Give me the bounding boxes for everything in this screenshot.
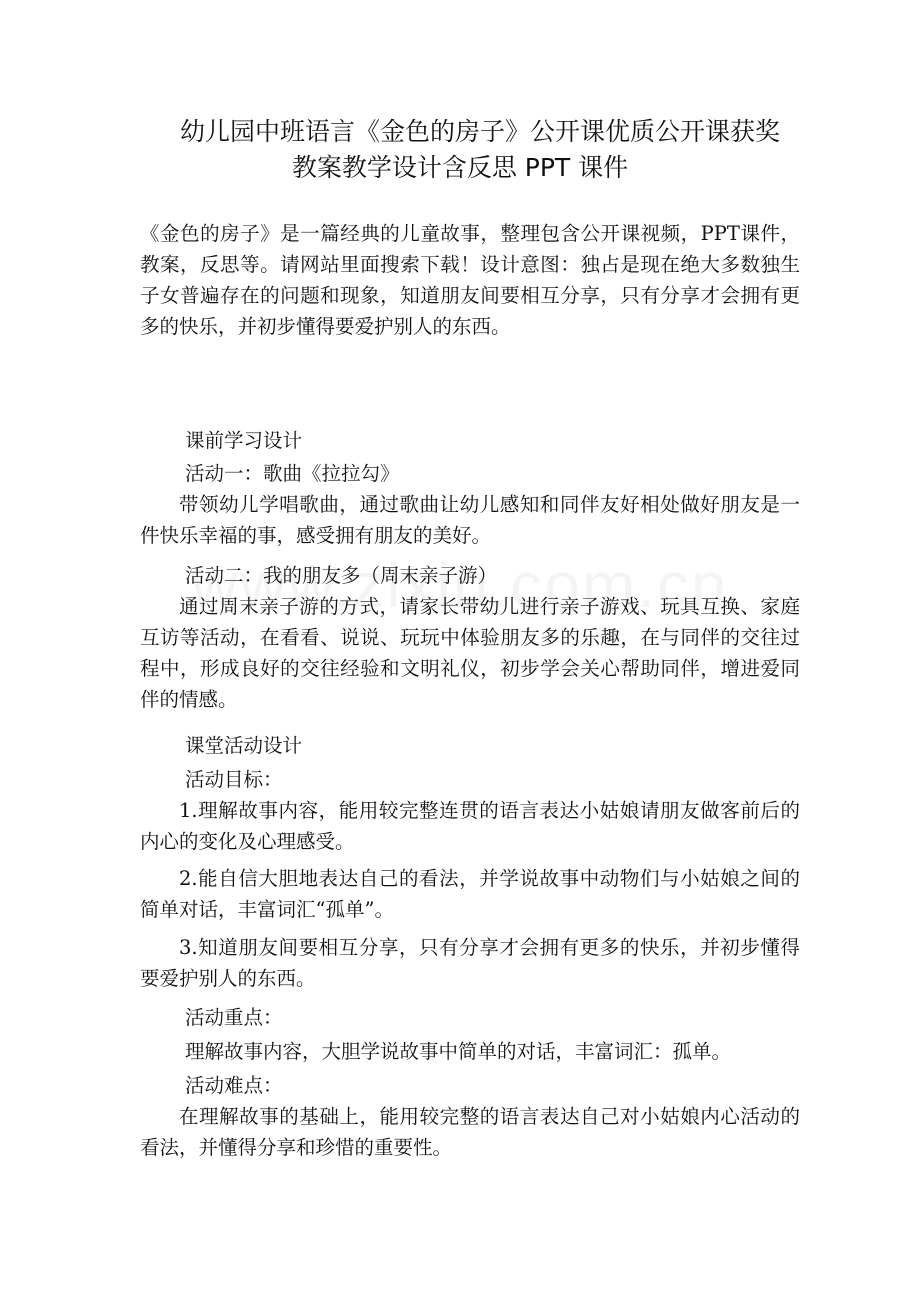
key-heading: 活动重点： [185, 1006, 283, 1029]
class-design-heading: 课堂活动设计 [185, 734, 303, 757]
activity1-text: 带领幼儿学唱歌曲，通过歌曲让幼儿感知和同伴友好相处做好朋友是一件快乐幸福的事，感受拥有朋友的美好。 [140, 493, 800, 547]
document-title-line2: 教案教学设计含反思 PPT 课件 [291, 153, 629, 182]
goal-2: 2.能自信大胆地表达自己的看法，并学说故事中动物们与小姑娘之间的简单对话，丰富词汇“孤单”。 [140, 867, 800, 921]
activity1-heading: 活动一：歌曲《拉拉勾》 [185, 462, 400, 485]
goal-3: 3.知道朋友间要相互分享，只有分享才会拥有更多的快乐，并初步懂得要爱护别人的东西。 [140, 936, 800, 990]
goals-heading: 活动目标： [185, 768, 283, 791]
activity2-text: 通过周末亲子游的方式，请家长带幼儿进行亲子游戏、玩具互换、家庭互访等活动，在看看、说说、玩玩中体验朋友多的乐趣，在与同伴的交往过程中，形成良好的交往经验和文明礼仪，初步学会关心帮助同伴，增进爱同伴的情感。 [140, 595, 800, 711]
difficulty-heading: 活动难点： [185, 1074, 283, 1097]
goal-1: 1.理解故事内容，能用较完整连贯的语言表达小姑娘请朋友做客前后的内心的变化及心理感受。 [140, 799, 800, 853]
intro-paragraph: 《金色的房子》是一篇经典的儿童故事，整理包含公开课视频，PPT课件，教案，反思等。请网站里面搜索下载！设计意图：独占是现在绝大多数独生子女普遍存在的问题和现象，知道朋友间要相互分享，只有分享才会拥有更多的快乐，并初步懂得要爱护别人的东西。 [140, 222, 800, 338]
difficulty-text: 在理解故事的基础上，能用较完整的语言表达自己对小姑娘内心活动的看法，并懂得分享和珍惜的重要性。 [140, 1105, 800, 1159]
key-text: 理解故事内容，大胆学说故事中简单的对话，丰富词汇：孤单。 [185, 1040, 732, 1063]
pre-design-heading: 课前学习设计 [185, 429, 303, 452]
activity2-heading: 活动二：我的朋友多（周末亲子游） [185, 564, 498, 587]
document-title-line1: 幼儿园中班语言《金色的房子》公开课优质公开课获奖 [179, 117, 780, 146]
